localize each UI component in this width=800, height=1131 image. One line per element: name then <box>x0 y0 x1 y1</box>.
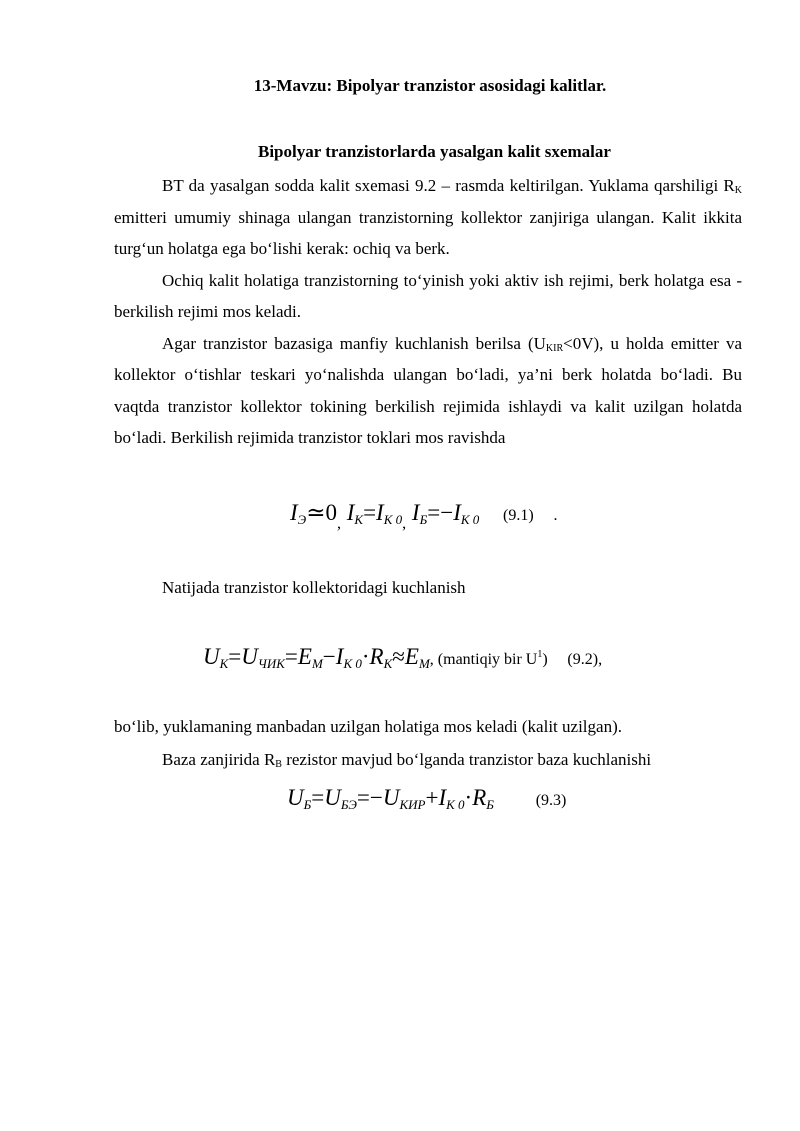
eq1-ik0-symbol: I <box>376 500 384 525</box>
eq3-ube-subscript: БЭ <box>340 797 357 812</box>
eq2-rk-subscript: K <box>383 656 393 671</box>
eq2-equals-1: = <box>228 644 242 669</box>
eq2-ik0-symbol: I <box>335 644 344 669</box>
paragraph-3 <box>114 328 742 454</box>
rk-subscript: K <box>734 185 742 196</box>
paragraph-3-text-b: <0V), u holda emitter va kollektor o‘tishlar teskari yo‘nalishda ulangan bo‘ladi, ya’ni berk holatda bo‘ladi. Bu vaqtda tranzistor kollektor tokining berkilish rejimida ishlaydi va kalit uzilgan holatda bo‘ladi. Berkilish rejimida tranzistor toklari mos ravishda <box>114 333 742 447</box>
eq1-comma-2: , <box>402 515 407 532</box>
section-subtitle: Bipolyar tranzistorlarda yasalgan kalit sxemalar <box>258 142 611 161</box>
eq2-em-symbol: E <box>297 644 312 669</box>
eq2-number: (9.2), <box>567 651 603 668</box>
eq2-uk-subscript: K <box>219 656 229 671</box>
eq3-rb-symbol: R <box>472 785 487 810</box>
eq3-plus: + <box>425 785 439 810</box>
eq1-equals: = <box>363 500 377 525</box>
eq3-rb-subscript: Б <box>486 797 494 812</box>
eq3-ukir-subscript: КИР <box>399 797 426 812</box>
document-title: 13-Mavzu: Bipolyar tranzistor asosidagi kalitlar. <box>253 76 607 95</box>
eq2-approx: ≈ <box>392 644 405 669</box>
paragraph-1-text-a: BT da yasalgan sodda kalit sxemasi 9.2 – rasmda keltirilgan. Yuklama qarshiligi R <box>162 176 735 195</box>
eq2-note-superscript: 1 <box>537 649 543 660</box>
eq3-equals: = <box>311 785 325 810</box>
eq3-dot: · <box>464 785 473 810</box>
eq2-dot: · <box>361 644 370 669</box>
eq2-uk-symbol: U <box>203 644 220 669</box>
eq2-em-subscript: M <box>311 656 323 671</box>
eq3-ik0-subscript: K 0 <box>446 797 465 812</box>
eq2-uchik-symbol: U <box>241 644 258 669</box>
eq1-ie-subscript: Э <box>297 512 307 527</box>
eq2-em-symbol-2: E <box>404 644 419 669</box>
eq3-ube-symbol: U <box>324 785 341 810</box>
eq2-uchik-subscript: ЧИК <box>257 656 285 671</box>
paragraph-6-text-a: Baza zanjirida R <box>162 750 276 769</box>
eq3-number: (9.3) <box>535 792 567 809</box>
eq3-ik0-symbol: I <box>438 785 447 810</box>
equation-9-3 <box>287 786 566 811</box>
paragraph-5: bo‘lib, yuklamaning manbadan uzilgan holatiga mos keladi (kalit uzilgan). <box>114 717 622 736</box>
eq1-period: . <box>553 507 558 524</box>
paragraph-2: Ochiq kalit holatiga tranzistorning to‘yinish yoki aktiv ish rejimi, berk holatga esa - berkilish rejimi mos keladi. <box>114 270 742 321</box>
eq3-ub-symbol: U <box>287 785 304 810</box>
rb-subscript: B <box>275 759 282 770</box>
eq2-em-subscript-2: M <box>418 656 430 671</box>
equation-9-2 <box>203 645 602 670</box>
paragraph-6 <box>162 750 651 770</box>
eq3-ub-subscript: Б <box>303 797 312 812</box>
eq1-ik0-symbol-2: I <box>453 500 461 525</box>
eq2-rk-symbol: R <box>369 644 384 669</box>
eq1-ib-subscript: Б <box>419 512 428 527</box>
eq2-ik0-subscript: K 0 <box>343 656 362 671</box>
paragraph-6-text-b: rezistor mavjud bo‘lganda tranzistor baza kuchlanishi <box>281 750 652 769</box>
eq2-note: , (mantiqiy bir U <box>429 651 538 668</box>
eq3-ukir-symbol: U <box>382 785 400 810</box>
paragraph-1-text-b: emitteri umumiy shinaga ulangan tranzistorning kollektor zanjiriga ulangan. Kalit ikkita turg‘un holatga ega bo‘lishi kerak: ochiq va berk. <box>114 207 742 258</box>
eq2-note-close: ) <box>542 651 548 668</box>
eq1-ik0-subscript-2: K 0 <box>460 512 480 527</box>
eq1-comma-1: , <box>336 515 341 532</box>
equation-9-1 <box>290 501 557 532</box>
eq1-ik-subscript: K <box>354 512 364 527</box>
eq1-ie-symbol: I <box>290 500 298 525</box>
paragraph-4: Natijada tranzistor kollektoridagi kuchlanish <box>162 578 466 597</box>
eq1-number: (9.1) <box>503 507 534 524</box>
paragraph-1 <box>114 170 742 265</box>
intro-paragraphs <box>114 170 742 454</box>
eq1-ik0-subscript: K 0 <box>383 512 403 527</box>
eq2-minus: − <box>322 644 336 669</box>
ukir-subscript: KIR <box>545 342 564 354</box>
eq2-equals-2: = <box>284 644 298 669</box>
eq1-ib-symbol: I <box>411 500 420 525</box>
eq1-equals-minus: =− <box>427 500 454 525</box>
eq3-equals-minus: =− <box>356 785 383 810</box>
paragraph-3-text-a: Agar tranzistor bazasiga manfiy kuchlanish berilsa (U <box>162 333 546 353</box>
eq1-approx-zero: ≃0 <box>306 500 337 525</box>
eq1-ik-symbol: I <box>346 500 355 525</box>
